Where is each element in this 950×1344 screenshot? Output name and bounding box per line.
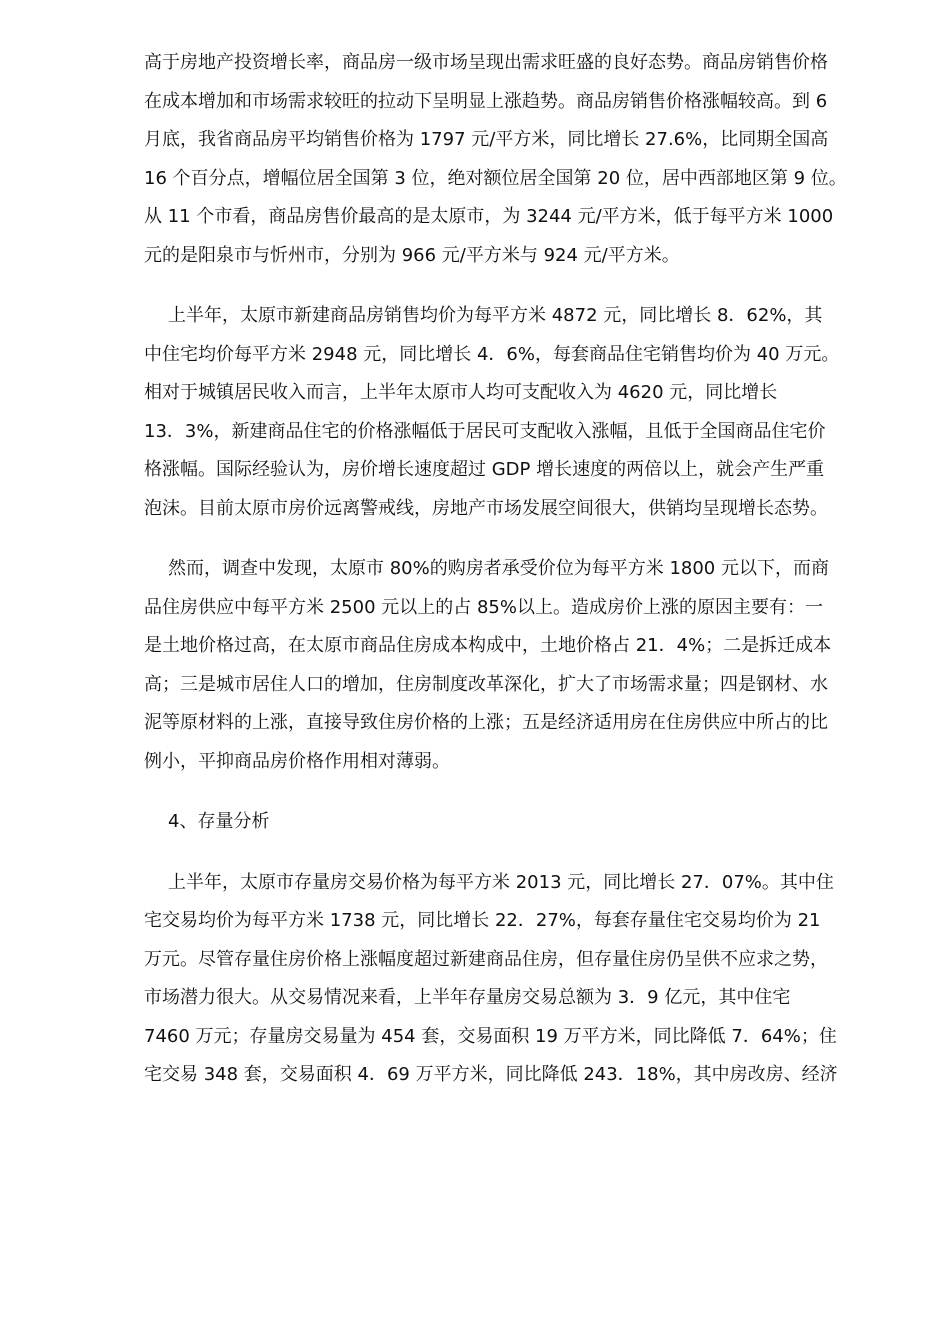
section-heading (144, 803, 874, 842)
text-line: 7460 万元；存量房交易量为 454 套，交易面积 19 万平方米，同比降低 7．64%；住 (144, 1025, 837, 1047)
text-line: 元的是阳泉市与忻州市，分别为 966 元/平方米与 924 元/平方米。 (144, 244, 680, 266)
text-line: 16 个百分点，增幅位居全国第 3 位，绝对额位居全国第 20 位，居中西部地区第 9 位。 (144, 167, 847, 189)
text-line: 中住宅均价每平方米 2948 元，同比增长 4．6%，每套商品住宅销售均价为 40 万元。 (144, 343, 840, 365)
text-line: 宅交易均价为每平方米 1738 元，同比增长 22．27%，每套存量住宅交易均价为 21 (144, 910, 821, 931)
text-line: 13．3%，新建商品住宅的价格涨幅低于居民可支配收入涨幅，且低于全国商品住宅价 (144, 420, 826, 442)
text-line: 上半年，太原市存量房交易价格为每平方米 2013 元，同比增长 27．07%。其中住 (168, 871, 834, 893)
text-line: 月底，我省商品房平均销售价格为 1797 元/平方米，同比增长 27.6%，比同期全国高 (144, 129, 829, 150)
text-line: 品住房供应中每平方米 2500 元以上的占 85%以上。造成房价上涨的原因主要有：一 (144, 596, 823, 618)
paragraph-existing-housing (144, 864, 874, 1095)
document-page (144, 44, 874, 1117)
paragraph-price-trend (144, 44, 874, 275)
text-line: 从 11 个市看，商品房售价最高的是太原市，为 3244 元/平方米，低于每平方米 1000 (144, 206, 834, 227)
text-line: 泥等原材料的上涨，直接导致住房价格的上涨；五是经济适用房在住房供应中所占的比 (144, 712, 828, 733)
text-line: 然而，调查中发现，太原市 80%的购房者承受价位为每平方米 1800 元以下，而商 (168, 558, 829, 579)
paragraph-price-causes (144, 550, 874, 781)
text-line: 泡沫。目前太原市房价远离警戒线，房地产市场发展空间很大，供销均呈现增长态势。 (144, 497, 828, 519)
text-line: 高；三是城市居住人口的增加，住房制度改革深化，扩大了市场需求量；四是钢材、水 (144, 673, 828, 695)
paragraph-taiyuan-new-housing (144, 297, 874, 528)
section-heading-text: 4、存量分析 (168, 811, 270, 832)
text-line: 在成本增加和市场需求较旺的拉动下呈明显上涨趋势。商品房销售价格涨幅较高。到 6 (144, 90, 828, 112)
text-line: 市场潜力很大。从交易情况来看，上半年存量房交易总额为 3．9 亿元，其中住宅 (144, 987, 791, 1008)
text-line: 高于房地产投资增长率，商品房一级市场呈现出需求旺盛的良好态势。商品房销售价格 (144, 52, 828, 73)
text-line: 例小，平抑商品房价格作用相对薄弱。 (144, 750, 450, 772)
text-line: 万元。尽管存量住房价格上涨幅度超过新建商品住房，但存量住房仍呈供不应求之势， (144, 948, 828, 970)
text-line: 上半年，太原市新建商品房销售均价为每平方米 4872 元，同比增长 8．62%，其 (168, 305, 823, 326)
text-line: 宅交易 348 套，交易面积 4．69 万平方米，同比降低 243．18%，其中房改房、经济 (144, 1064, 838, 1085)
text-line: 格涨幅。国际经验认为，房价增长速度超过 GDP 增长速度的两倍以上，就会产生严重 (144, 459, 825, 480)
text-line: 是土地价格过高，在太原市商品住房成本构成中，土地价格占 21．4%；二是拆迁成本 (144, 635, 832, 656)
text-line: 相对于城镇居民收入而言，上半年太原市人均可支配收入为 4620 元，同比增长 (144, 382, 778, 403)
